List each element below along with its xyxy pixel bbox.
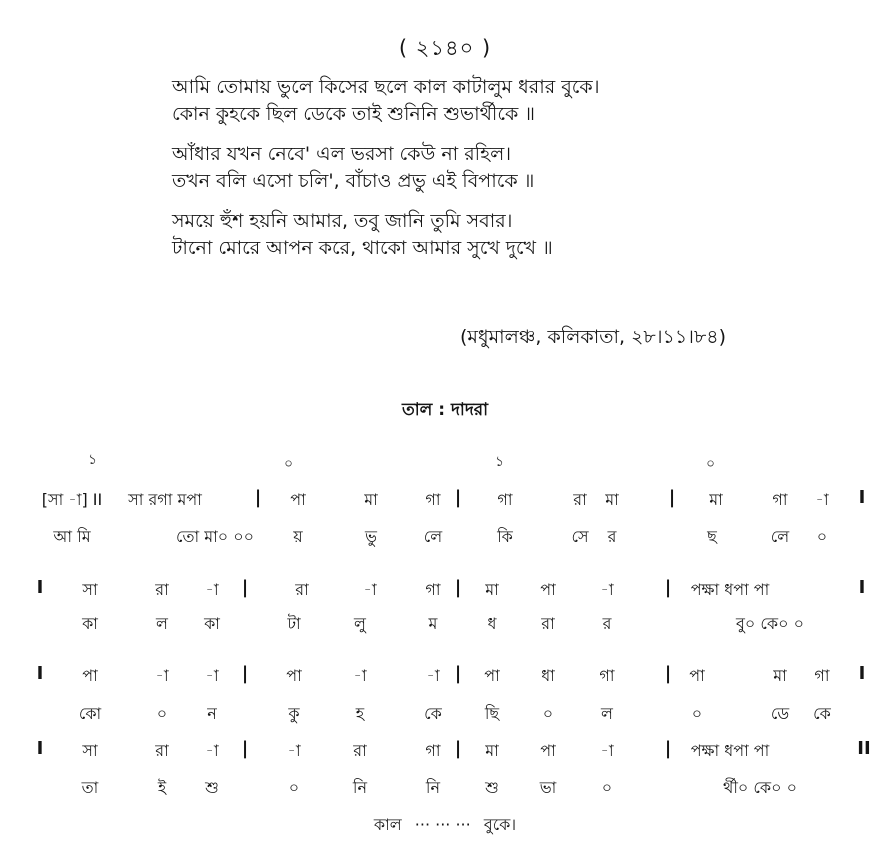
notation-lyric-syllable: সে (571, 527, 589, 546)
swara-note: মা (709, 490, 723, 509)
swara-note: পা (540, 580, 556, 599)
swara-note: -া (815, 490, 829, 509)
notation-lyric-syllable: ম (428, 614, 438, 633)
notation-lyric-syllable: য় (293, 527, 303, 546)
lyric-line-2: কোন কুহকে ছিল ডেকে তাই শুনিনি শুভার্থীকে ॥ (172, 103, 536, 125)
swara-note: মা (485, 741, 499, 760)
taal-heading: তাল : দাদরা (401, 400, 489, 420)
swara-note: মা (773, 666, 787, 685)
notation-lyric-syllable: ই (157, 778, 167, 797)
swara-note: রা (155, 580, 169, 599)
ending-word: কাল (373, 815, 402, 834)
notation-lyric-syllable: র (607, 527, 617, 546)
swara-note: -া (426, 666, 440, 685)
swara-note: পা (484, 666, 500, 685)
bar-line: | (241, 577, 249, 598)
swara-note: গা (814, 666, 830, 685)
notation-lyric-syllable: ন (207, 704, 217, 723)
notation-lyric-syllable: ল (156, 614, 168, 633)
notation-lyric-syllable: ০ (601, 778, 613, 797)
swara-note: -া (205, 580, 219, 599)
bar-line: | (668, 487, 676, 508)
swara-note: গা (599, 666, 615, 685)
beat-marker: ০ (284, 456, 294, 472)
lyric-line-5: সময়ে হুঁশ হয়নি আমার, তবু জানি তুমি সবার। (172, 210, 513, 232)
swara-note: -া (155, 666, 169, 685)
notation-lyric-syllable: বু০ কে০ ০ (736, 614, 804, 633)
swara-note: -া (600, 741, 614, 760)
notation-lyric-syllable: নি (352, 778, 368, 797)
source-citation: (মধুমালঞ্চ, কলিকাতা, ২৮।১১।৮৪) (460, 326, 727, 348)
bar-line: | (664, 663, 672, 684)
notation-lyric-syllable: ভু (365, 527, 377, 546)
swara-note: সা (82, 741, 98, 760)
swara-note: গা (425, 580, 441, 599)
notation-lyric-syllable: লু (354, 614, 366, 633)
swara-note: মা (605, 490, 619, 509)
notation-lyric-syllable: ০ (691, 704, 703, 723)
notation-lyric-syllable: ভা (539, 778, 557, 797)
notation-lyric-syllable: ধ (487, 614, 497, 633)
notation-lyric-syllable: কি (497, 527, 513, 546)
notation-lyric-syllable: ল (601, 704, 613, 723)
bar-line: I (858, 663, 866, 684)
swara-note: -া (205, 666, 219, 685)
notation-lyric-syllable: তো মা০ ০০ (175, 527, 255, 546)
bar-line: | (454, 663, 462, 684)
notation-lyric-syllable: নি (425, 778, 441, 797)
swara-note: পা (290, 490, 306, 509)
notation-lyric-syllable: র (602, 614, 612, 633)
notation-lyric-syllable: ০ (542, 704, 554, 723)
notation-lyric-syllable: লে (423, 527, 443, 546)
notation-lyric-syllable: ছি (484, 704, 500, 723)
bar-line: | (664, 577, 672, 598)
swara-note: রা (573, 490, 587, 509)
ending-word: বুকে। (483, 815, 517, 834)
bar-line: I (36, 738, 44, 759)
notation-lyric-syllable: ০ (816, 527, 828, 546)
bar-line: I (858, 577, 866, 598)
notation-lyric-syllable: লে (770, 527, 790, 546)
notation-lyric-syllable: কো (78, 704, 102, 723)
swara-note: পা (82, 666, 98, 685)
bar-line: | (454, 487, 462, 508)
notation-lyric-syllable: র্থী০ কে০ ০ (722, 778, 798, 797)
swara-note: রা (295, 580, 309, 599)
notation-lyric-syllable: ০ (288, 778, 300, 797)
notation-lyric-syllable: কা (82, 614, 98, 633)
notation-lyric-syllable: টা (287, 614, 301, 633)
beat-marker: ০ (706, 456, 716, 472)
swara-note: রা (353, 741, 367, 760)
notation-ending (0, 812, 890, 839)
bar-line: I (858, 487, 866, 508)
notation-lyric-syllable: আ মি (53, 527, 91, 546)
notation-lyric-syllable: শু (205, 778, 219, 797)
notation-lyric-syllable: ছ (707, 527, 717, 546)
notation-lyric-syllable: শু (485, 778, 499, 797)
beat-marker: ১ (495, 454, 505, 470)
swara-note: [সা -া] II (41, 490, 103, 509)
bar-line: | (241, 738, 249, 759)
notation-lyric-syllable: কে (424, 704, 442, 723)
ending-ellipsis: ··· ··· ··· (414, 815, 471, 834)
swara-note: গা (497, 490, 513, 509)
bar-line: II (857, 738, 871, 759)
swara-note: পা (540, 741, 556, 760)
swara-note: গা (772, 490, 788, 509)
swara-note: -া (600, 580, 614, 599)
swara-note: মা (364, 490, 378, 509)
notation-lyric-syllable: কে (813, 704, 831, 723)
swara-note: মা (485, 580, 499, 599)
swara-note: -া (287, 741, 301, 760)
swara-note: পা (286, 666, 302, 685)
lyric-line-3: আঁধার যখন নেবে' এল ভরসা কেউ না রহিল। (172, 143, 512, 165)
notation-lyric-syllable: ০ (156, 704, 168, 723)
swara-note: সা (82, 580, 98, 599)
notation-lyric-syllable: রা (541, 614, 555, 633)
notation-lyric-syllable: কু (288, 704, 300, 723)
swara-note: পক্ষা ধপা পা (690, 580, 770, 599)
bar-line: | (241, 663, 249, 684)
swara-note: পা (689, 666, 705, 685)
bar-line: | (454, 577, 462, 598)
swara-note: গা (425, 490, 441, 509)
bar-line: I (36, 577, 44, 598)
bar-line: I (36, 663, 44, 684)
swara-note: -া (363, 580, 377, 599)
swara-note: সা রগা মপা (128, 490, 202, 509)
swara-note: পক্ষা ধপা পা (690, 741, 770, 760)
bar-line: | (254, 487, 262, 508)
notation-lyric-syllable: তা (81, 778, 99, 797)
lyric-line-1: আমি তোমায় ভুলে কিসের ছলে কাল কাটালুম ধরার বুকে। (172, 76, 600, 98)
song-number: ( ২১৪০ ) (398, 36, 492, 60)
bar-line: | (664, 738, 672, 759)
swara-note: রা (155, 741, 169, 760)
lyric-line-4: তখন বলি এসো চলি', বাঁচাও প্রভু এই বিপাকে ॥ (172, 170, 535, 192)
swara-note: -া (353, 666, 367, 685)
beat-marker: ১ (88, 452, 98, 468)
lyric-line-6: টানো মোরে আপন করে, থাকো আমার সুখে দুখে ॥ (172, 237, 553, 259)
swara-note: ধা (541, 666, 555, 685)
notation-lyric-syllable: ডে (770, 704, 790, 723)
swara-note: -া (205, 741, 219, 760)
notation-lyric-syllable: হ (355, 704, 365, 723)
swara-note: গা (425, 741, 441, 760)
notation-lyric-syllable: কা (204, 614, 220, 633)
bar-line: | (454, 738, 462, 759)
